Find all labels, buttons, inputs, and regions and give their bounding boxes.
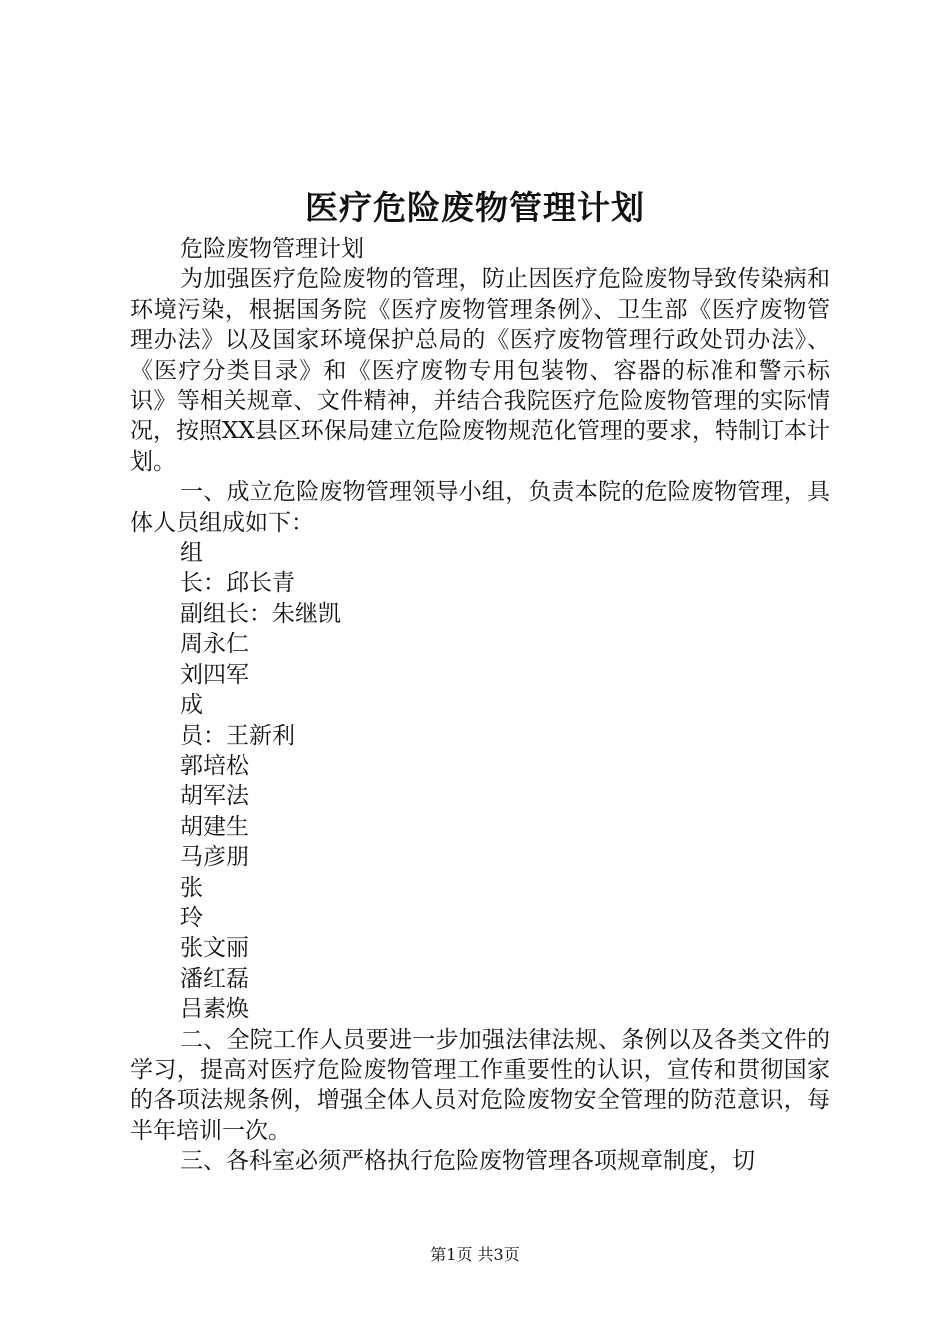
member-line: 马彦朋 — [180, 844, 249, 871]
member-line: 组 — [180, 540, 203, 567]
member-line: 长：邱长青 — [180, 570, 295, 597]
member-line: 潘红磊 — [180, 965, 249, 992]
member-line: 周永仁 — [180, 631, 249, 658]
member-line: 吕素焕 — [180, 996, 249, 1023]
member-line: 郭培松 — [180, 752, 249, 779]
member-line: 刘四军 — [180, 661, 249, 688]
member-line: 胡军法 — [180, 783, 249, 810]
intro-paragraph: 为加强医疗危险废物的管理，防止因医疗危险废物导致传染病和环境污染，根据国务院《医疗废物管理条例》、卫生部《医疗废物管理办法》以及国家环境保护总局的《医疗废物管理行政处罚办法》、《医疗分类目录》和《医疗废物专用包装物、容器的标准和警示标识》等相关规章、文件精神，并结合我院医疗危险废物管理的实际情况，按照XX县区环保局建立危险废物规范化管理的要求，特制订本计划。 — [130, 266, 830, 475]
page-footer: 第1页 共3页 — [430, 1245, 520, 1264]
document-title: 医疗危险废物管理计划 — [305, 188, 645, 227]
member-line: 成 — [180, 692, 203, 719]
member-line: 玲 — [180, 904, 203, 931]
member-line: 员：王新利 — [180, 722, 295, 749]
member-line: 张 — [180, 874, 203, 901]
member-line: 副组长：朱继凯 — [180, 600, 341, 627]
section-3-paragraph: 三、各科室必须严格执行危险废物管理各项规章制度，切 — [180, 1148, 755, 1175]
section-2-paragraph: 二、全院工作人员要进一步加强法律法规、条例以及各类文件的学习，提高对医疗危险废物管理工作重要性的认识，宣传和贯彻国家的各项法规条例，增强全体人员对危险废物安全管理的防范意识，每半年培训一次。 — [130, 1026, 830, 1144]
member-line: 胡建生 — [180, 813, 249, 840]
section-1-paragraph: 一、成立危险废物管理领导小组，负责本院的危险废物管理，具体人员组成如下： — [130, 479, 830, 536]
document-body — [130, 234, 830, 1177]
document-subtitle: 危险废物管理计划 — [180, 236, 364, 262]
member-line: 张文丽 — [180, 935, 249, 962]
